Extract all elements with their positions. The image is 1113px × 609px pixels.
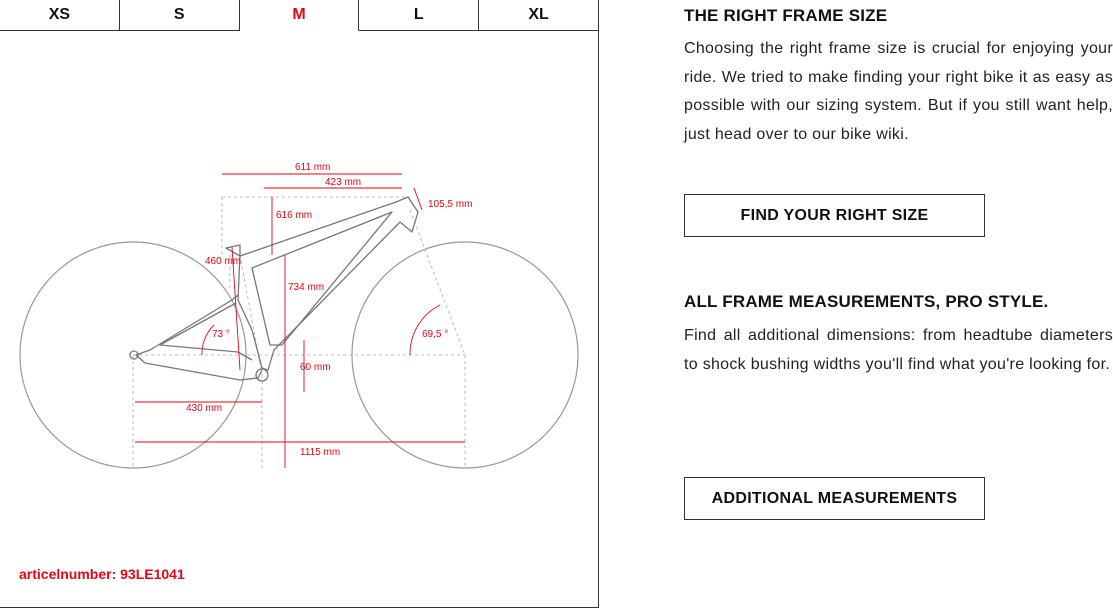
tab-size-s[interactable]: S bbox=[120, 0, 240, 30]
bike-frame bbox=[130, 197, 418, 381]
frame-measurements-text: Find all additional dimensions: from headtube diameters to shock bushing widths you'll find what you're looking for. bbox=[684, 327, 1113, 373]
size-tabs bbox=[0, 0, 598, 31]
label-top-tube: 611 mm bbox=[295, 162, 331, 173]
label-head-angle: 69,5 ° bbox=[422, 329, 449, 340]
right-frame-size-text: Choosing the right frame size is crucial for enjoying your ride. We tried to make finding your right bike it as easy as possible with our sizing system. But if you still want help, just head over to our bike wiki. bbox=[684, 40, 1113, 143]
find-right-size-button[interactable]: FIND YOUR RIGHT SIZE bbox=[684, 194, 985, 237]
frame-measurements-title: ALL FRAME MEASUREMENTS, PRO STYLE. bbox=[684, 292, 1049, 311]
geometry-diagram bbox=[0, 140, 598, 480]
article-number: articelnumber: 93LE1041 bbox=[19, 566, 185, 582]
label-wheelbase: 1115 mm bbox=[300, 447, 341, 458]
label-head-tube: 105,5 mm bbox=[428, 199, 473, 210]
tab-size-xs[interactable]: XS bbox=[0, 0, 120, 30]
label-chainstay: 430 mm bbox=[186, 403, 223, 414]
label-seat-tube: 460 mm bbox=[205, 256, 242, 267]
label-bb-drop: 60 mm bbox=[300, 362, 331, 373]
label-seat-angle: 73 ° bbox=[212, 329, 230, 340]
tab-size-m[interactable]: M bbox=[240, 0, 360, 31]
tab-size-xl[interactable]: XL bbox=[528, 6, 549, 23]
label-standover: 734 mm bbox=[288, 282, 325, 293]
right-frame-size-title: THE RIGHT FRAME SIZE bbox=[684, 6, 888, 25]
tab-size-l[interactable]: L bbox=[359, 0, 479, 30]
label-reach: 423 mm bbox=[325, 177, 362, 188]
additional-measurements-button[interactable]: ADDITIONAL MEASUREMENTS bbox=[684, 477, 985, 520]
label-stack: 616 mm bbox=[276, 210, 313, 221]
